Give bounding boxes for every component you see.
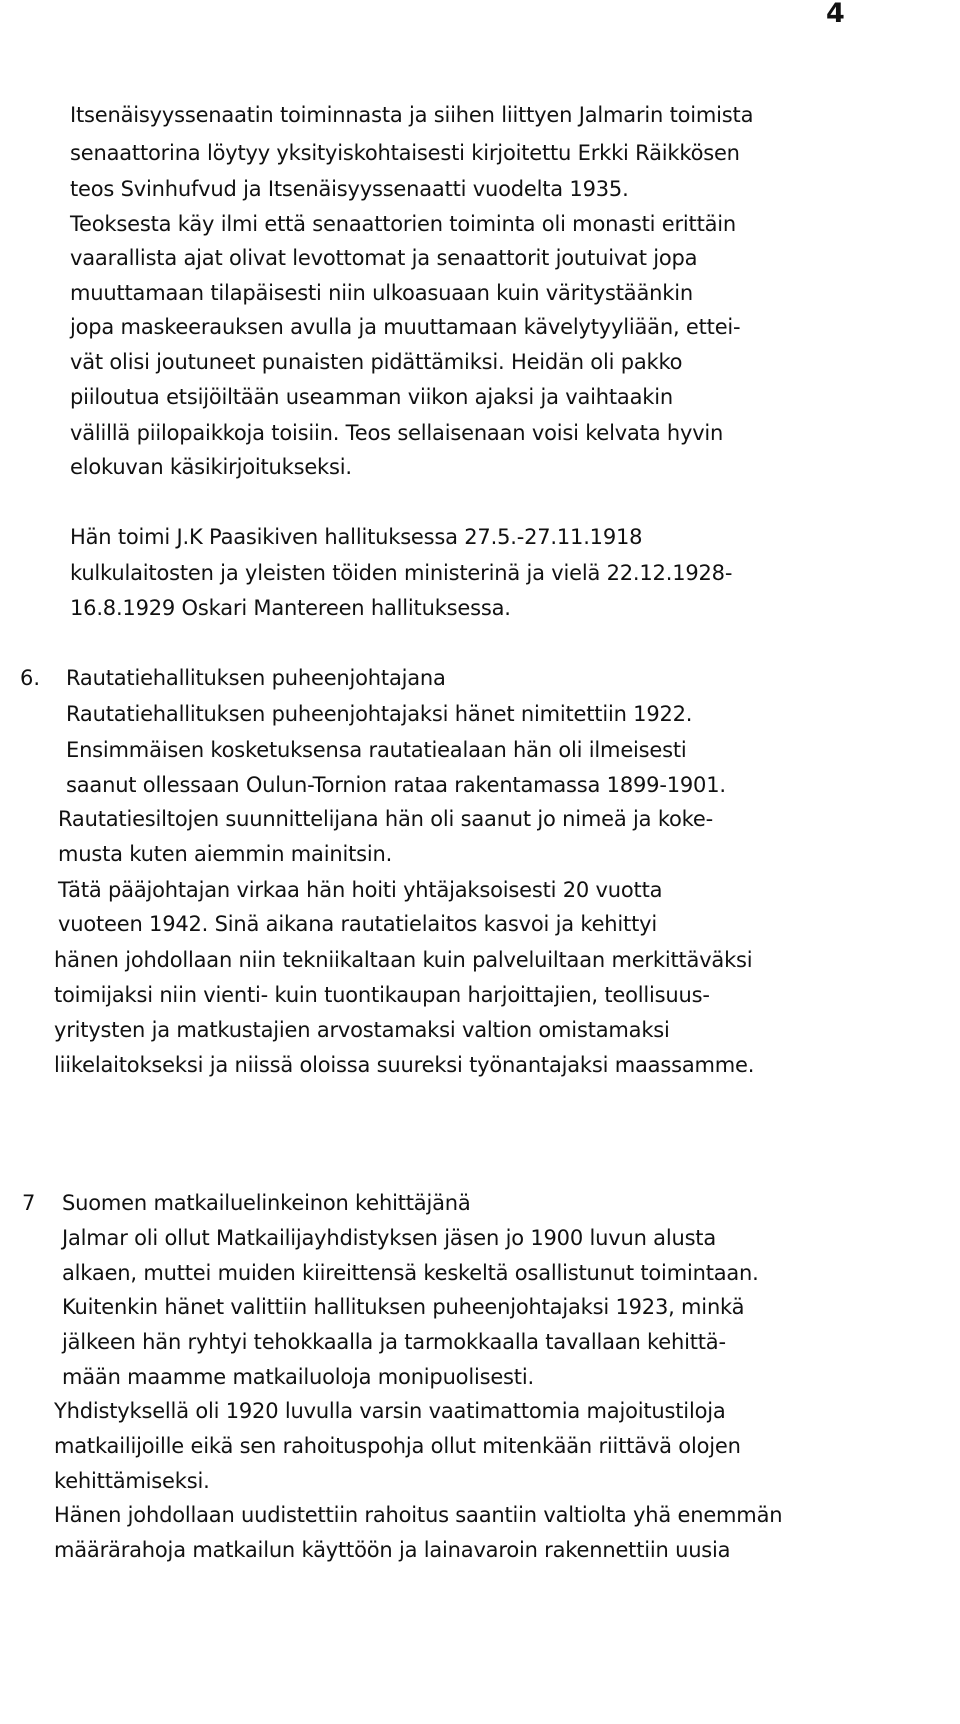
text-line: elokuvan käsikirjoitukseksi. [70,455,352,479]
section-number: 7 [22,1191,36,1215]
text-line: vuoteen 1942. Sinä aikana rautatielaitos kasvoi ja kehittyi [58,912,657,936]
text-line: Rautatiehallituksen puheenjohtajaksi hänet nimitettiin 1922. [66,702,693,726]
text-line: Tätä pääjohtajan virkaa hän hoiti yhtäjaksoisesti 20 vuotta [58,878,663,902]
text-line: vaarallista ajat olivat levottomat ja senaattorit joutuivat jopa [70,246,698,270]
text-line: 16.8.1929 Oskari Mantereen hallituksessa. [70,596,511,620]
text-line: Teoksesta käy ilmi että senaattorien toiminta oli monasti erittäin [70,212,737,236]
text-line: Rautatiesiltojen suunnittelijana hän oli saanut jo nimeä ja koke- [58,807,713,831]
page-number: 4 [826,0,845,29]
text-line: välillä piilopaikkoja toisiin. Teos sellaisenaan voisi kelvata hyvin [70,421,724,445]
text-line: Itsenäisyyssenaatin toiminnasta ja siihen liittyen Jalmarin toimista [70,103,754,127]
text-line: jälkeen hän ryhtyi tehokkaalla ja tarmokkaalla tavallaan kehittä- [62,1330,726,1354]
text-line: hänen johdollaan niin tekniikaltaan kuin palveluiltaan merkittäväksi [54,948,753,972]
text-line: alkaen, muttei muiden kiireittensä keskeltä osallistunut toimintaan. [62,1261,759,1285]
section-heading: Suomen matkailuelinkeinon kehittäjänä [62,1191,471,1215]
text-line: saanut ollessaan Oulun-Tornion rataa rakentamassa 1899-1901. [66,773,726,797]
text-line: liikelaitokseksi ja niissä oloissa suureksi työnantajaksi maassamme. [54,1053,755,1077]
text-line: Jalmar oli ollut Matkailijayhdistyksen jäsen jo 1900 luvun alusta [62,1226,717,1250]
text-line: toimijaksi niin vienti- kuin tuontikaupan harjoittajien, teollisuus- [54,983,710,1007]
text-line: Kuitenkin hänet valittiin hallituksen puheenjohtajaksi 1923, minkä [62,1295,745,1319]
section-heading: Rautatiehallituksen puheenjohtajana [66,666,446,690]
text-line: kehittämiseksi. [54,1469,210,1493]
text-line: Hänen johdollaan uudistettiin rahoitus saantiin valtiolta yhä enemmän [54,1503,783,1527]
text-line: määrärahoja matkailun käyttöön ja lainavaroin rakennettiin uusia [54,1538,731,1562]
text-line: teos Svinhufvud ja Itsenäisyyssenaatti vuodelta 1935. [70,177,629,201]
text-line: muuttamaan tilapäisesti niin ulkoasuaan kuin väritystäänkin [70,281,693,305]
text-line: jopa maskeerauksen avulla ja muuttamaan kävelytyyliään, ettei- [70,315,741,339]
text-line: senaattorina löytyy yksityiskohtaisesti kirjoitettu Erkki Räikkösen [70,141,740,165]
text-line: matkailijoille eikä sen rahoituspohja ollut mitenkään riittävä olojen [54,1434,741,1458]
text-line: mään maamme matkailuoloja monipuolisesti. [62,1365,534,1389]
text-line: Yhdistyksellä oli 1920 luvulla varsin vaatimattomia majoitustiloja [54,1399,726,1423]
text-line: yritysten ja matkustajien arvostamaksi valtion omistamaksi [54,1018,670,1042]
text-line: musta kuten aiemmin mainitsin. [58,842,393,866]
section-number: 6. [20,666,41,690]
text-line: Ensimmäisen kosketuksensa rautatiealaan hän oli ilmeisesti [66,738,687,762]
text-line: kulkulaitosten ja yleisten töiden ministerinä ja vielä 22.12.1928- [70,561,733,585]
text-line: vät olisi joutuneet punaisten pidättämiksi. Heidän oli pakko [70,350,683,374]
text-line: Hän toimi J.K Paasikiven hallituksessa 27.5.-27.11.1918 [70,525,643,549]
text-line: piiloutua etsijöiltään useamman viikon ajaksi ja vaihtaakin [70,385,673,409]
